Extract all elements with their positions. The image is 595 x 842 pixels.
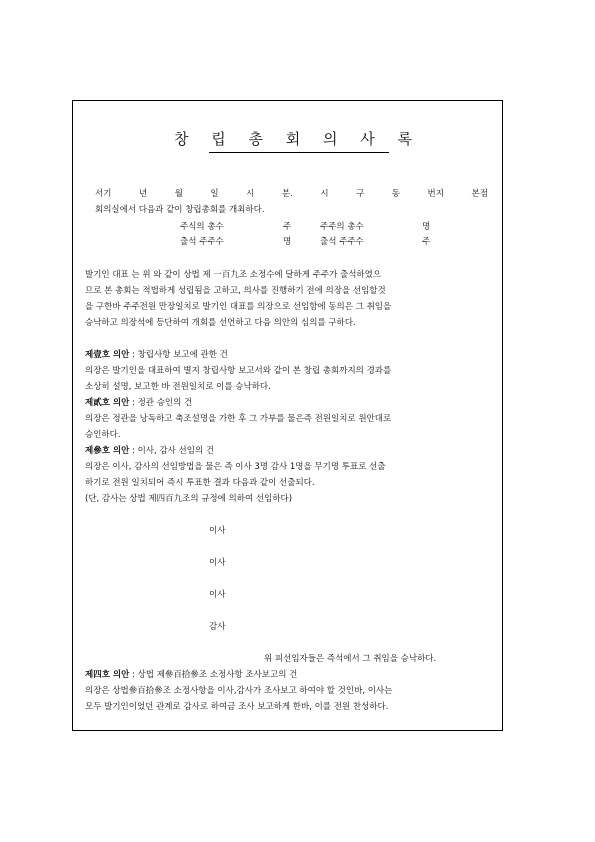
agenda-item-4-subject: : 상법 제參百拾參조 소정사항 조사보고의 건 [129,670,298,680]
attending-shares-label: 출석 주주수 [320,237,364,247]
agenda-item-1-body: 의장은 발기인을 대표하여 별지 창립사항 보고서와 같이 본 창립 총회까지의 경과를 [85,366,392,376]
officer-title: 이사 [209,590,226,600]
agenda-item-4-body: 의장은 상법參百拾參조 소정사항을 이사,감사가 조사보고 하여야 할 것인바, 이사는 [85,686,393,696]
opening-line: 발기인 대표 는 위 와 같이 상법 제 一百九조 소정수에 달하게 주주가 출석하였으 [85,270,382,280]
intro-word: 월 [174,189,183,199]
agenda-item-4-body: 모두 발기인이었던 관계로 감사로 하여금 조사 보고하게 한바, 이를 전원 찬성하다. [85,702,389,712]
total-shares-unit: 주 [283,222,292,232]
agenda-item-2-number: 제貳호 의안 [85,398,130,408]
agenda-item-3-body: 하기로 전원 일치되어 즉시 투표한 결과 다음과 같이 선출되다. [85,478,315,488]
agenda-item-3-note: (단, 감사는 상법 제四百九조의 규정에 의하여 선임하다) [85,494,293,504]
agenda-item-3-header [85,446,214,457]
date-location-line [95,189,488,200]
total-shares-label: 주식의 총수 [180,222,224,232]
intro-word: 동 [391,189,401,199]
agenda-item-2-body: 승인하다. [85,430,121,440]
agenda-item-1-header [85,350,228,361]
agenda-item-3-number: 제參호 의안 [85,446,130,456]
agenda-item-4-header [85,670,297,681]
opening-line: 을 구한바 주주전원 만장일치로 발기인 대표를 의장으로 선임함에 동의은 그 취임을 [85,302,392,312]
intro-word: 번지 [427,189,444,199]
agenda-item-3-body: 의장은 이사, 감사의 선임방법을 물은 즉 이사 3명 감사 1명을 무기명 투표로 선출 [85,462,386,472]
intro-word: 서기 [95,189,112,199]
intro-line-2: 회의실에서 다음과 같이 창립총회를 개최하다. [95,205,265,215]
intro-word: 분. [281,189,293,199]
officer-title: 이사 [209,558,226,568]
total-shareholders-unit: 명 [422,222,431,232]
title-underline [209,152,389,153]
agenda-item-1-body: 소상히 설명, 보고한 바 전원일치로 이를 승낙하다. [85,382,271,392]
officer-title: 감사 [209,622,226,632]
attending-shareholders-label: 출석 주주수 [180,237,224,247]
opening-line: 므로 본 총회는 적법하게 성립됨을 고하고, 의사를 진행하기 전에 의장을 선임할것 [85,286,386,296]
agenda-item-2-subject: : 정관 승인의 건 [129,398,193,408]
attending-shareholders-unit: 명 [283,237,292,247]
total-shareholders-label: 주주의 총수 [320,222,364,232]
intro-word: 년 [138,189,148,199]
agenda-item-1-number: 제壹호 의안 [85,350,130,360]
intro-word: 일 [210,189,219,199]
intro-word: 본점 [471,189,488,199]
attending-shares-unit: 주 [422,237,431,247]
intro-word: 구 [356,189,365,199]
agenda-item-2-body: 의장은 정관을 낭독하고 축조설명을 가한 후 그 가부를 물은즉 전원일치로 원안대로 [85,414,392,424]
agenda-item-4-number: 제四호 의안 [85,670,130,680]
intro-word: 시 [320,189,329,199]
agenda-item-3-subject: : 이사, 감사 선임의 건 [129,446,215,456]
agenda-item-2-header [85,398,192,409]
acceptance-statement: 위 피선임자들은 즉석에서 그 취임을 승낙하다. [264,654,437,664]
intro-word: 시 [246,189,255,199]
agenda-item-1-subject: : 창립사항 보고에 관한 건 [129,350,228,360]
officer-title: 이사 [209,526,226,536]
document-title: 창 립 총 회 의 사 록 [173,130,422,148]
opening-line: 승낙하고 의장석에 등단하여 개회를 선언하고 다음 의안의 심의를 구하다. [85,318,356,328]
